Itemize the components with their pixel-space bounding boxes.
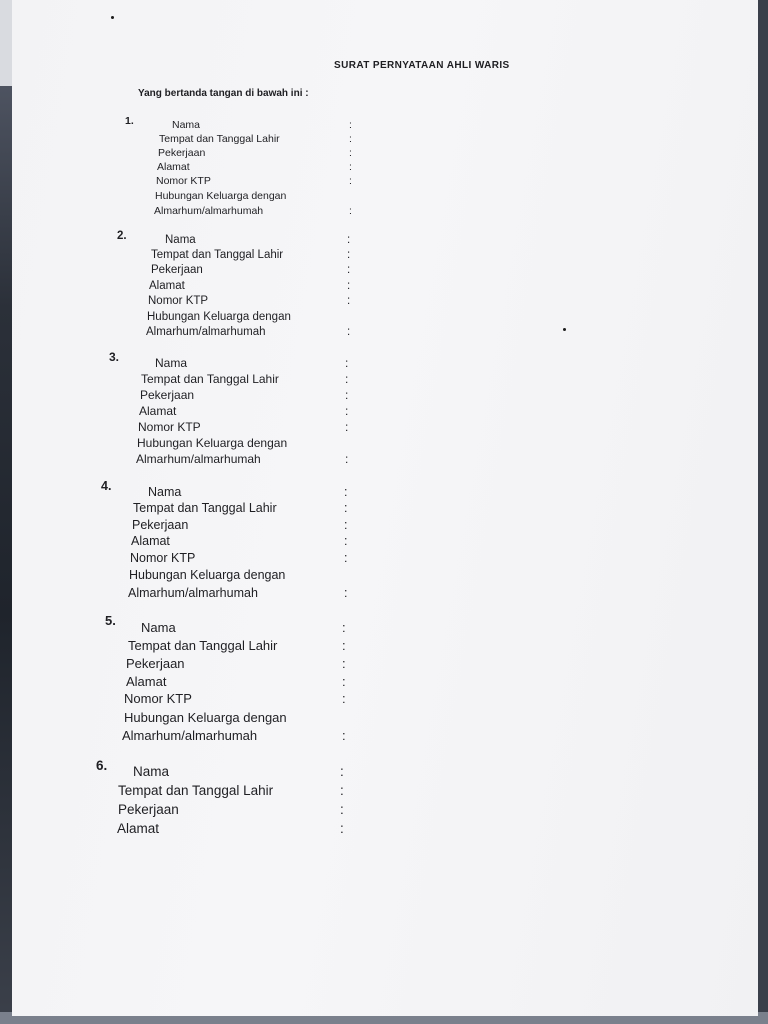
field-label: Nomor KTP [124, 691, 192, 706]
field-separator: : [347, 295, 351, 307]
field-label: Nomor KTP [148, 295, 209, 307]
field-separator: : [344, 586, 348, 600]
field-separator: : [340, 764, 344, 779]
field-separator: : [342, 691, 346, 706]
field-separator: : [340, 821, 344, 836]
field-label: Hubungan Keluarga dengan [147, 311, 291, 323]
heir-number: 3. [109, 350, 120, 364]
field-label: Hubungan Keluarga dengan [124, 710, 287, 725]
field-separator: : [342, 728, 346, 743]
field-label: Nama [172, 119, 201, 131]
intro-text: Yang bertanda tangan di bawah ini : [138, 88, 309, 99]
field-label: Almarhum/almarhumah [122, 728, 258, 743]
field-label: Tempat dan Tanggal Lahir [118, 783, 274, 798]
field-separator: : [349, 161, 352, 173]
heir-number: 1. [125, 115, 134, 127]
field-separator: : [347, 326, 351, 338]
field-separator: : [344, 551, 348, 565]
field-label: Alamat [126, 674, 167, 689]
field-separator: : [349, 133, 352, 145]
field-label: Almarhum/almarhumah [146, 326, 266, 338]
field-label: Hubungan Keluarga dengan [155, 190, 287, 202]
field-separator: : [344, 501, 348, 515]
field-label: Alamat [149, 280, 185, 292]
field-label: Pekerjaan [132, 518, 189, 532]
field-label: Pekerjaan [140, 388, 195, 402]
field-label: Nomor KTP [138, 420, 201, 434]
field-separator: : [347, 234, 351, 246]
field-label: Nama [155, 356, 188, 370]
field-separator: : [347, 249, 351, 261]
field-label: Almarhum/almarhumah [128, 586, 258, 600]
field-separator: : [349, 175, 352, 187]
field-label: Pekerjaan [126, 656, 185, 671]
field-separator: : [349, 119, 352, 131]
field-label: Pekerjaan [151, 264, 203, 276]
paper-speck [111, 16, 114, 19]
field-label: Tempat dan Tanggal Lahir [159, 133, 280, 145]
field-label: Alamat [117, 821, 160, 836]
field-label: Alamat [157, 161, 190, 173]
field-separator: : [345, 452, 349, 466]
field-separator: : [345, 420, 349, 434]
field-label: Pekerjaan [158, 147, 206, 159]
field-label: Nomor KTP [156, 175, 211, 187]
field-separator: : [345, 372, 349, 386]
field-label: Almarhum/almarhumah [136, 452, 261, 466]
field-label: Nama [165, 234, 196, 246]
field-label: Hubungan Keluarga dengan [137, 436, 288, 450]
field-separator: : [345, 404, 349, 418]
field-label: Nomor KTP [130, 551, 196, 565]
field-separator: : [344, 534, 348, 548]
field-label: Nama [133, 764, 170, 779]
field-label: Nama [148, 485, 182, 499]
field-label: Tempat dan Tanggal Lahir [133, 501, 277, 515]
field-label: Hubungan Keluarga dengan [129, 568, 286, 582]
heir-number: 5. [105, 613, 116, 628]
field-label: Pekerjaan [118, 802, 179, 817]
field-separator: : [347, 264, 351, 276]
field-separator: : [345, 388, 349, 402]
field-label: Tempat dan Tanggal Lahir [128, 638, 278, 653]
field-separator: : [344, 485, 348, 499]
field-separator: : [349, 147, 352, 159]
field-separator: : [340, 783, 344, 798]
field-label: Tempat dan Tanggal Lahir [151, 249, 284, 261]
field-separator: : [349, 205, 352, 217]
field-label: Nama [141, 620, 176, 635]
document-page [12, 0, 758, 1016]
document-title: SURAT PERNYATAAN AHLI WARIS [334, 60, 510, 71]
paper-speck [563, 328, 566, 331]
field-separator: : [342, 620, 346, 635]
heir-number: 2. [117, 230, 127, 242]
field-label: Alamat [139, 404, 177, 418]
field-separator: : [342, 656, 346, 671]
field-separator: : [347, 280, 351, 292]
field-separator: : [342, 638, 346, 653]
field-label: Almarhum/almarhumah [154, 205, 264, 217]
heir-number: 4. [101, 479, 112, 493]
field-separator: : [340, 802, 344, 817]
field-separator: : [342, 674, 346, 689]
heir-number: 6. [96, 758, 108, 773]
field-label: Tempat dan Tanggal Lahir [141, 372, 279, 386]
field-separator: : [345, 356, 349, 370]
field-separator: : [344, 518, 348, 532]
field-label: Alamat [131, 534, 170, 548]
